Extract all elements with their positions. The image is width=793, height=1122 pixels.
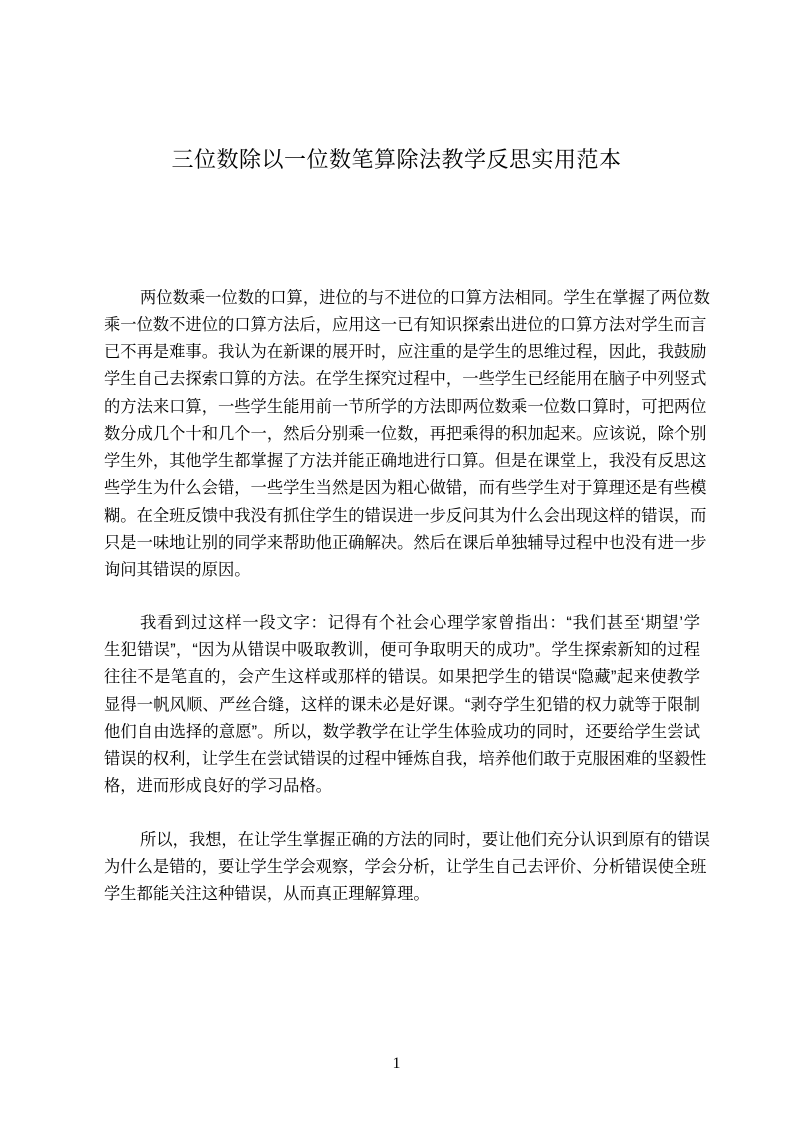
document-title: 三位数除以一位数笔算除法教学反思实用范本 [171, 147, 622, 172]
text-line: 学生都能关注这种错误，从而真正理解算理。 [104, 885, 430, 903]
text-line: 些学生为什么会错，一些学生当然是因为粗心做错，而有些学生对于算理还是有些模 [104, 479, 707, 497]
text-line: 的方法来口算，一些学生能用前一节所学的方法即两位数乘一位数口算时，可把两位 [104, 398, 707, 416]
text-line: 两位数乘一位数的口算，进位的与不进位的口算方法相同。学生在掌握了两位数 [140, 289, 710, 307]
text-line: 已不再是难事。我认为在新课的展开时，应注重的是学生的思维过程，因此，我鼓励 [104, 343, 707, 361]
text-line: 只是一味地让别的同学来帮助他正确解决。然后在课后单独辅导过程中也没有进一步 [104, 534, 707, 552]
text-line: 他们自由选择的意愿”。所以，数学教学在让学生体验成功的同时，还要给学生尝试 [104, 723, 700, 741]
text-line: 询问其错误的原因。 [104, 561, 251, 579]
text-line: 所以，我想，在让学生掌握正确的方法的同时，要让他们充分认识到原有的错误 [140, 831, 710, 849]
text-line: 数分成几个十和几个一，然后分别乘一位数，再把乘得的积加起来。应该说，除个别 [104, 425, 707, 443]
text-line: 学生外，其他学生都掌握了方法并能正确地进行口算。但是在课堂上，我没有反思这 [104, 452, 707, 470]
page-number: 1 [392, 1055, 401, 1072]
text-line: 往往不是笔直的，会产生这样或那样的错误。如果把学生的错误“隐藏”起来使教学 [104, 668, 700, 686]
text-line: 我看到过这样一段文字：记得有个社会心理学家曾指出：“我们甚至‘期望’学 [140, 614, 700, 632]
text-line: 乘一位数不进位的口算方法后，应用这一已有知识探索出进位的口算方法对学生而言 [104, 316, 707, 334]
text-line: 格，进而形成良好的学习品格。 [104, 777, 332, 795]
text-line: 生犯错误”，“因为从错误中吸取教训，便可争取明天的成功”。学生探索新知的过程 [104, 641, 700, 659]
text-line: 为什么是错的，要让学生学会观察，学会分析，让学生自己去评价、分析错误使全班 [104, 858, 707, 876]
text-line: 错误的权利，让学生在尝试错误的过程中锤炼自我，培养他们敢于克服困难的坚毅性 [104, 750, 707, 768]
text-line: 糊。在全班反馈中我没有抓住学生的错误进一步反问其为什么会出现这样的错误，而 [104, 507, 707, 525]
text-line: 显得一帆风顺、严丝合缝，这样的课未必是好课。“剥夺学生犯错的权力就等于限制 [104, 696, 700, 714]
text-line: 学生自己去探索口算的方法。在学生探究过程中，一些学生已经能用在脑子中列竖式 [104, 370, 707, 388]
